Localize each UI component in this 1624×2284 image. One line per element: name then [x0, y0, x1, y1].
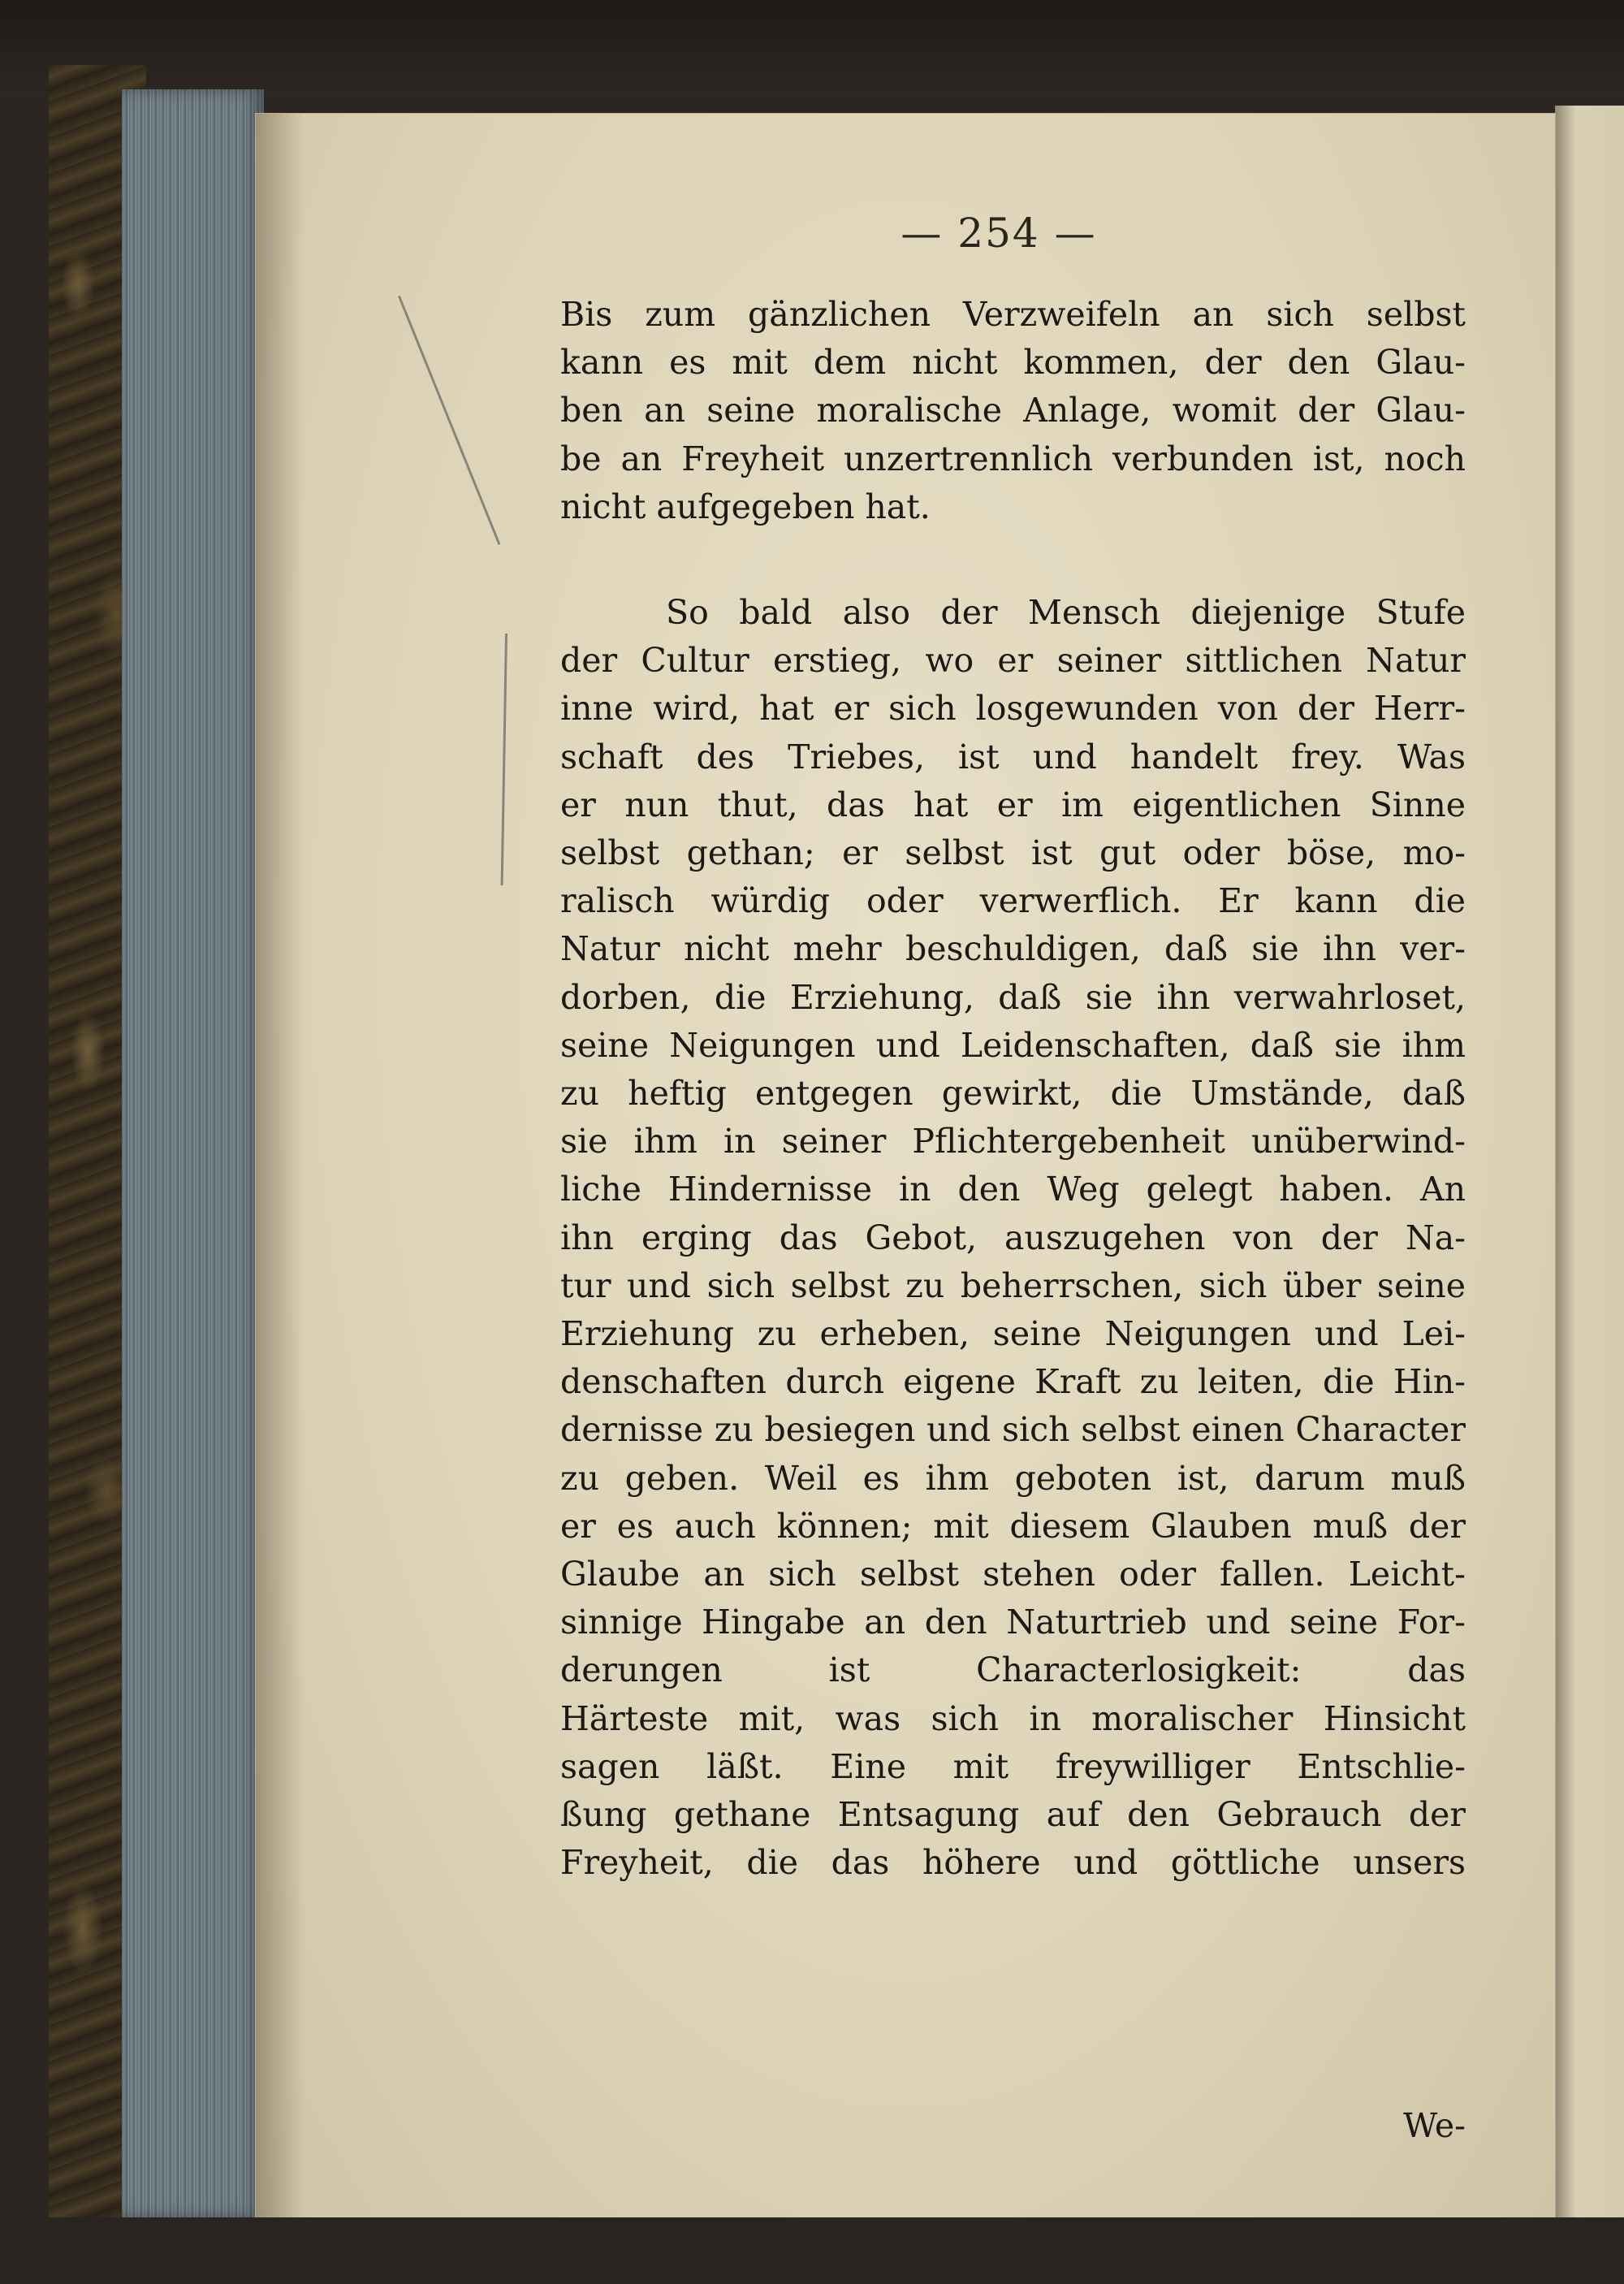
text-line: er nun thut, das hat er im eigentlichen Sinne — [560, 785, 1466, 824]
text-line: schaft des Triebes, ist und handelt frey. Was — [560, 737, 1466, 776]
page-number: — 254 — — [901, 210, 1097, 257]
page-gutter-shadow — [256, 114, 304, 2217]
text-line: kann es mit dem nicht kommen, der den Glau- — [560, 343, 1466, 383]
text-line: sie ihm in seiner Pflichtergebenheit unüberwind- — [560, 1122, 1466, 1161]
text-line: be an Freyheit unzertrennlich verbunden ist, noch — [560, 439, 1466, 478]
text-line: dorben, die Erziehung, daß sie ihn verwahrloset, — [560, 977, 1466, 1017]
text-line: zu heftig entgegen gewirkt, die Umstände, daß — [560, 1074, 1466, 1114]
text-line: ralisch würdig oder verwerflich. Er kann die — [560, 881, 1466, 921]
text-line: sagen läßt. Eine mit freywilliger Entschlie- — [560, 1746, 1466, 1786]
text-line: Erziehung zu erheben, seine Neigungen und Lei- — [560, 1314, 1466, 1354]
text-line: tur und sich selbst zu beherrschen, sich über seine — [560, 1265, 1466, 1305]
text-line: Härteste mit, was sich in moralischer Hinsicht — [560, 1698, 1466, 1738]
text-line: ßung gethane Entsagung auf den Gebrauch der — [560, 1795, 1466, 1835]
text-line: Freyheit, die das höhere und göttliche unsers — [560, 1843, 1466, 1883]
text-line: So bald also der Mensch diejenige Stufe — [666, 593, 1466, 632]
text-line: er es auch können; mit diesem Glauben muß der — [560, 1506, 1466, 1546]
background-bottom — [0, 2217, 1624, 2284]
text-line: Bis zum gänzlichen Verzweifeln an sich selbst — [560, 295, 1466, 334]
background-top — [0, 0, 1624, 97]
facing-page-edge — [1555, 106, 1624, 2226]
paragraph-2 — [560, 589, 1466, 1887]
text-line: dernisse zu besiegen und sich selbst einen Character — [560, 1410, 1466, 1450]
text-line: selbst gethan; er selbst ist gut oder böse, mo- — [560, 833, 1466, 873]
text-line: zu geben. Weil es ihm geboten ist, darum muß — [560, 1458, 1466, 1498]
page-block-edges — [122, 89, 264, 2217]
text-line: denschaften durch eigene Kraft zu leiten, die Hin- — [560, 1362, 1466, 1402]
text-line: derungen ist Characterlosigkeit: das — [560, 1650, 1466, 1690]
text-line: seine Neigungen und Leidenschaften, daß sie ihm — [560, 1025, 1466, 1065]
text-line: ben an seine moralische Anlage, womit der Glau- — [560, 391, 1466, 430]
paragraph-1 — [560, 291, 1466, 531]
text-line: nicht aufgegeben hat. — [560, 487, 931, 526]
text-line: ihn erging das Gebot, auszugehen von der Na- — [560, 1218, 1466, 1257]
text-line: Glaube an sich selbst stehen oder fallen. Leicht- — [560, 1555, 1466, 1594]
text-line: sinnige Hingabe an den Naturtrieb und seine For- — [560, 1603, 1466, 1642]
text-line: Natur nicht mehr beschuldigen, daß sie ihn ver- — [560, 929, 1466, 969]
catchword: We- — [1403, 2106, 1466, 2145]
text-line: liche Hindernisse in den Weg gelegt haben. An — [560, 1170, 1466, 1209]
text-line: der Cultur erstieg, wo er seiner sittlichen Natur — [560, 641, 1466, 681]
text-line: inne wird, hat er sich losgewunden von der Herr- — [560, 689, 1466, 729]
